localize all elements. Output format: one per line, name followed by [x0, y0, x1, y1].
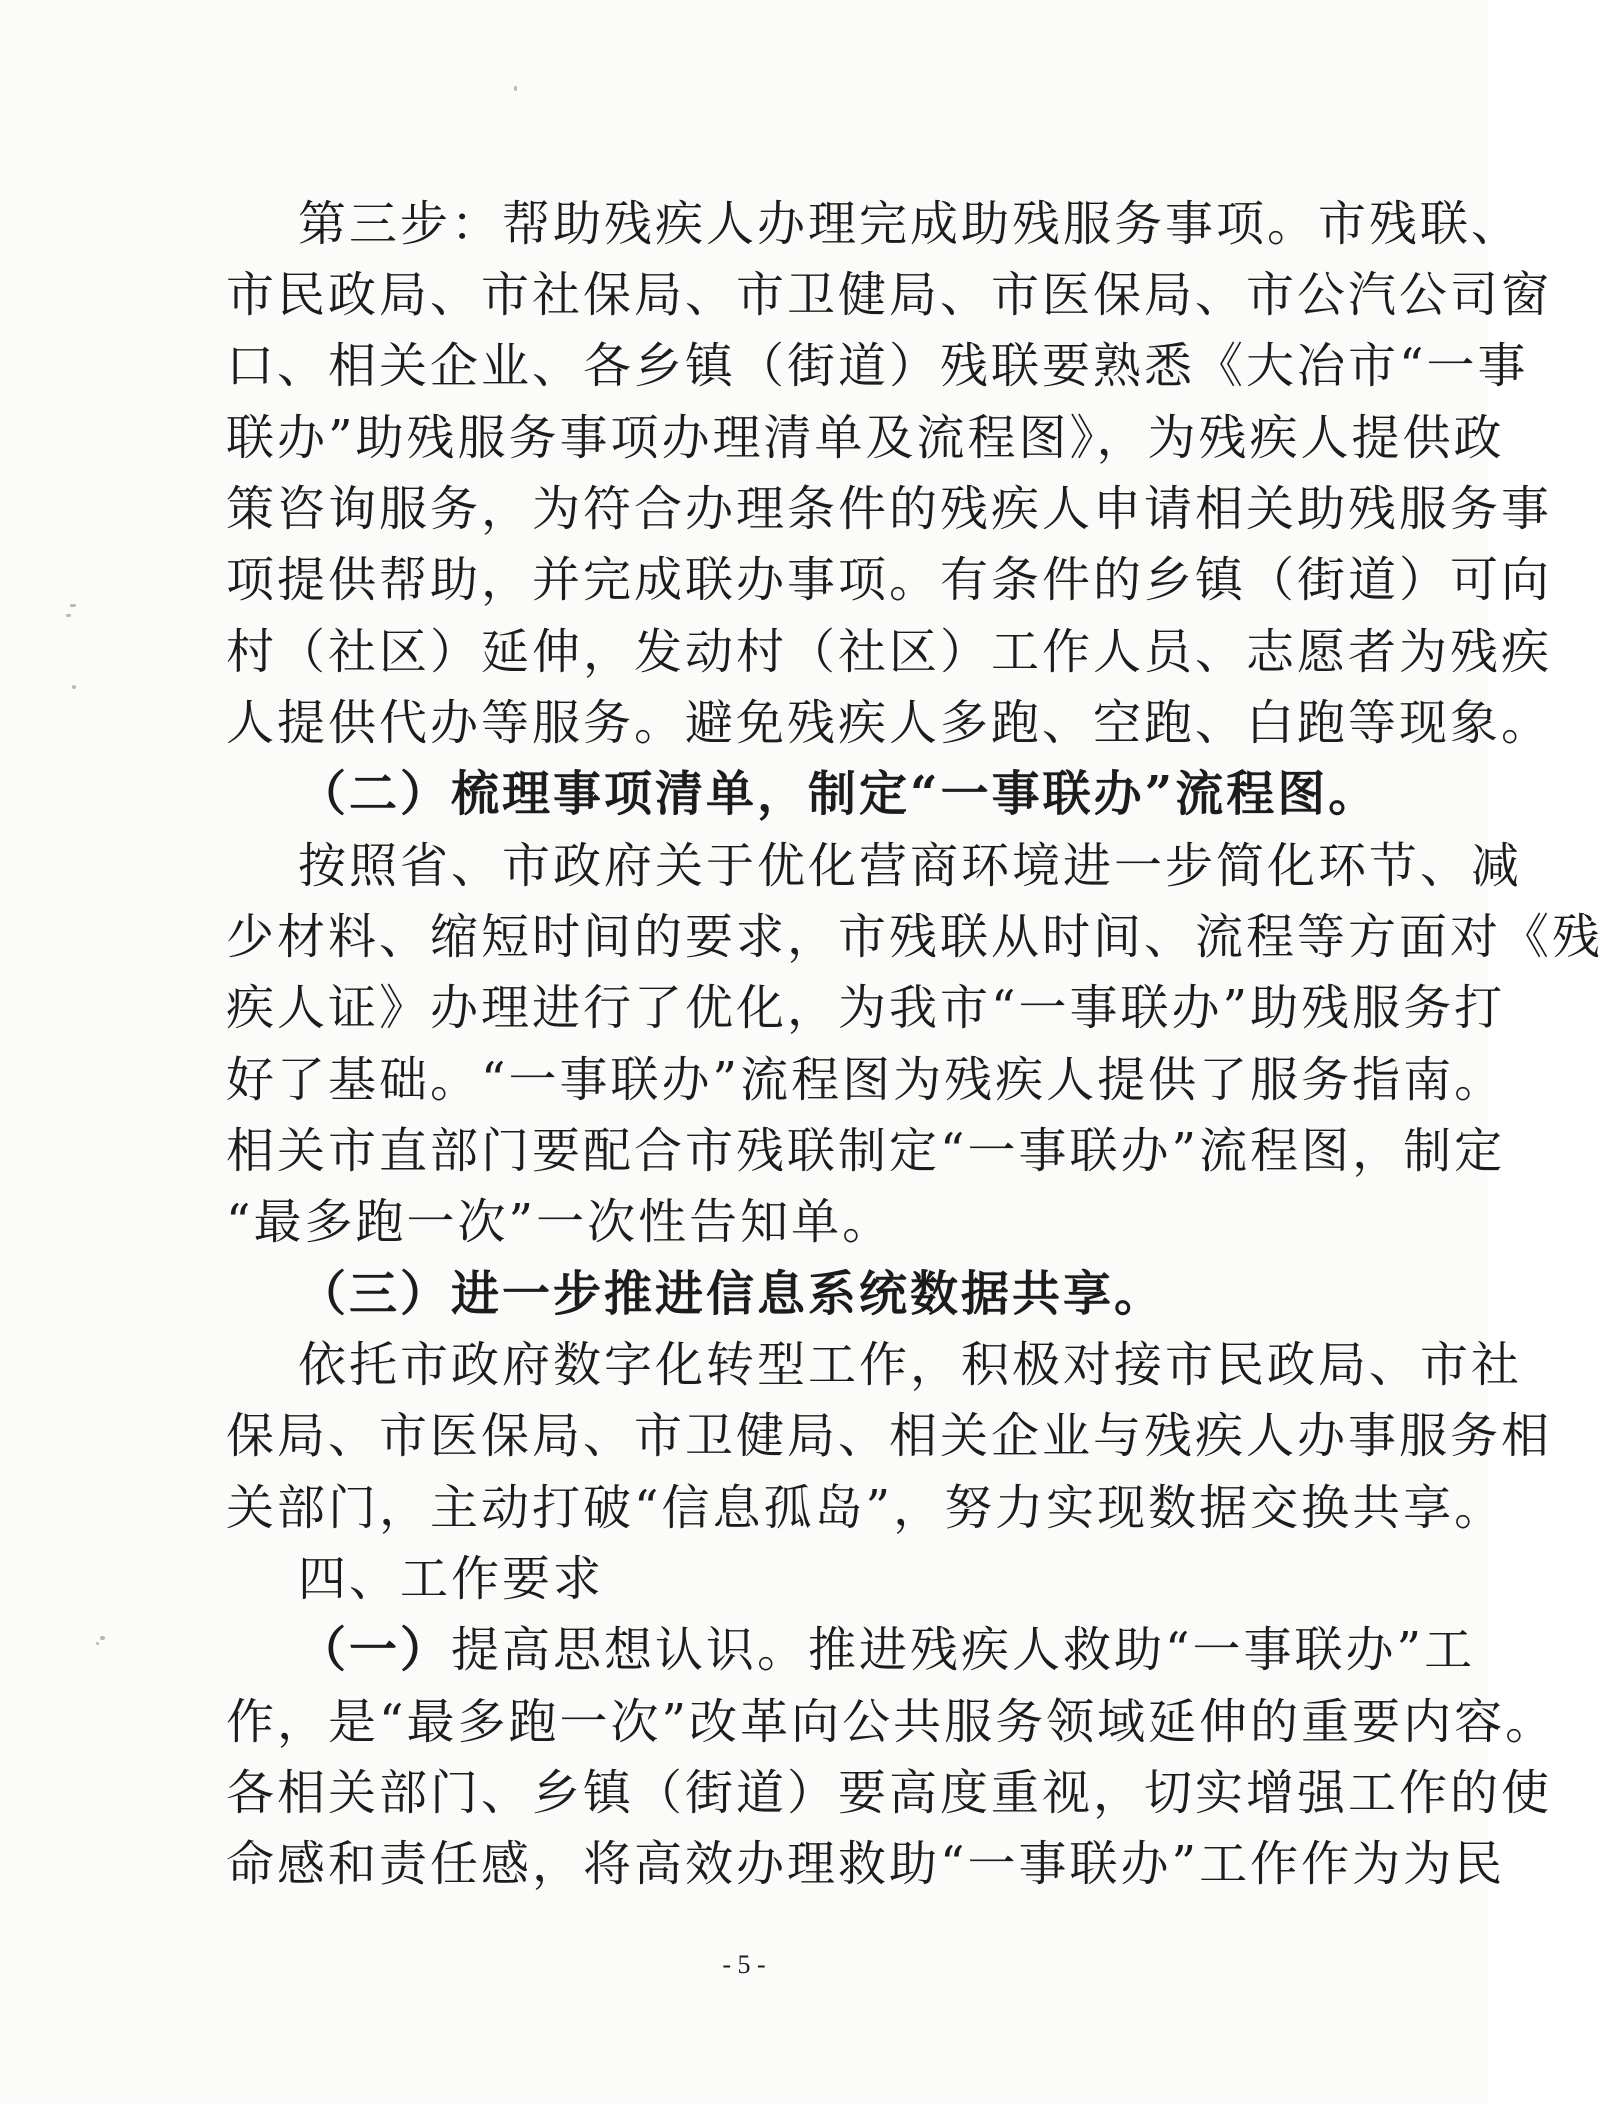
paragraph-line: 疾人证》办理进行了优化，为我市“一事联办”助残服务打 — [226, 980, 1506, 1036]
paragraph-line: 好了基础。“一事联办”流程图为残疾人提供了服务指南。 — [226, 1052, 1506, 1108]
paragraph-line — [298, 1614, 1476, 1686]
paragraph-line: 策咨询服务，为符合办理条件的残疾人申请相关助残服务事 — [226, 481, 1553, 537]
paragraph-line: 第三步：帮助残疾人办理完成助残服务事项。市残联、 — [298, 196, 1523, 252]
scan-speck — [70, 604, 76, 607]
paragraph-line: 按照省、市政府关于优化营商环境进一步简化环节、减 — [298, 838, 1523, 894]
paragraph-line: “最多跑一次”一次性告知单。 — [226, 1194, 894, 1250]
paragraph-line: 口、相关企业、各乡镇（街道）残联要熟悉《大冶市“一事 — [226, 338, 1529, 394]
paragraph-line: 各相关部门、乡镇（街道）要高度重视，切实增强工作的使 — [226, 1765, 1553, 1821]
paragraph-line: 关部门，主动打破“信息孤岛”，努力实现数据交换共享。 — [226, 1480, 1506, 1536]
paragraph-line: 人提供代办等服务。避免残疾人多跑、空跑、白跑等现象。 — [226, 695, 1553, 751]
paragraph-text: 提高思想认识。推进残疾人救助“一事联办”工 — [451, 1622, 1476, 1678]
heading-prefix: （一） — [298, 1622, 452, 1678]
section-heading: 四、工作要求 — [298, 1551, 605, 1607]
paragraph-line: 项提供帮助，并完成联办事项。有条件的乡镇（街道）可向 — [226, 552, 1553, 608]
paragraph-line: 少材料、缩短时间的要求，市残联从时间、流程等方面对《残 — [226, 909, 1603, 965]
paragraph-line: 命感和责任感，将高效办理救助“一事联办”工作作为为民 — [226, 1836, 1506, 1892]
section-heading: （二）梳理事项清单，制定“一事联办”流程图。 — [298, 766, 1380, 822]
scan-speck — [66, 614, 71, 617]
paragraph-line: 市民政局、市社保局、市卫健局、市医保局、市公汽公司窗 — [226, 267, 1553, 323]
scan-speck — [514, 86, 517, 91]
scan-speck — [72, 685, 76, 689]
paragraph-line: 依托市政府数字化转型工作，积极对接市民政局、市社 — [298, 1337, 1523, 1393]
paragraph-line: 联办”助残服务事项办理清单及流程图》，为残疾人提供政 — [226, 410, 1505, 466]
scan-speck — [100, 1636, 105, 1640]
scan-speck — [96, 1642, 99, 1645]
page-number: - 5 - — [722, 1950, 766, 1979]
paragraph-line: 相关市直部门要配合市残联制定“一事联办”流程图，制定 — [226, 1123, 1506, 1179]
paragraph-line: 村（社区）延伸，发动村（社区）工作人员、志愿者为残疾 — [226, 624, 1553, 680]
paragraph-line: 保局、市医保局、市卫健局、相关企业与残疾人办事服务相 — [226, 1408, 1553, 1464]
section-heading: （三）进一步推进信息系统数据共享。 — [298, 1266, 1166, 1322]
paragraph-line: 作，是“最多跑一次”改革向公共服务领域延伸的重要内容。 — [226, 1694, 1557, 1750]
